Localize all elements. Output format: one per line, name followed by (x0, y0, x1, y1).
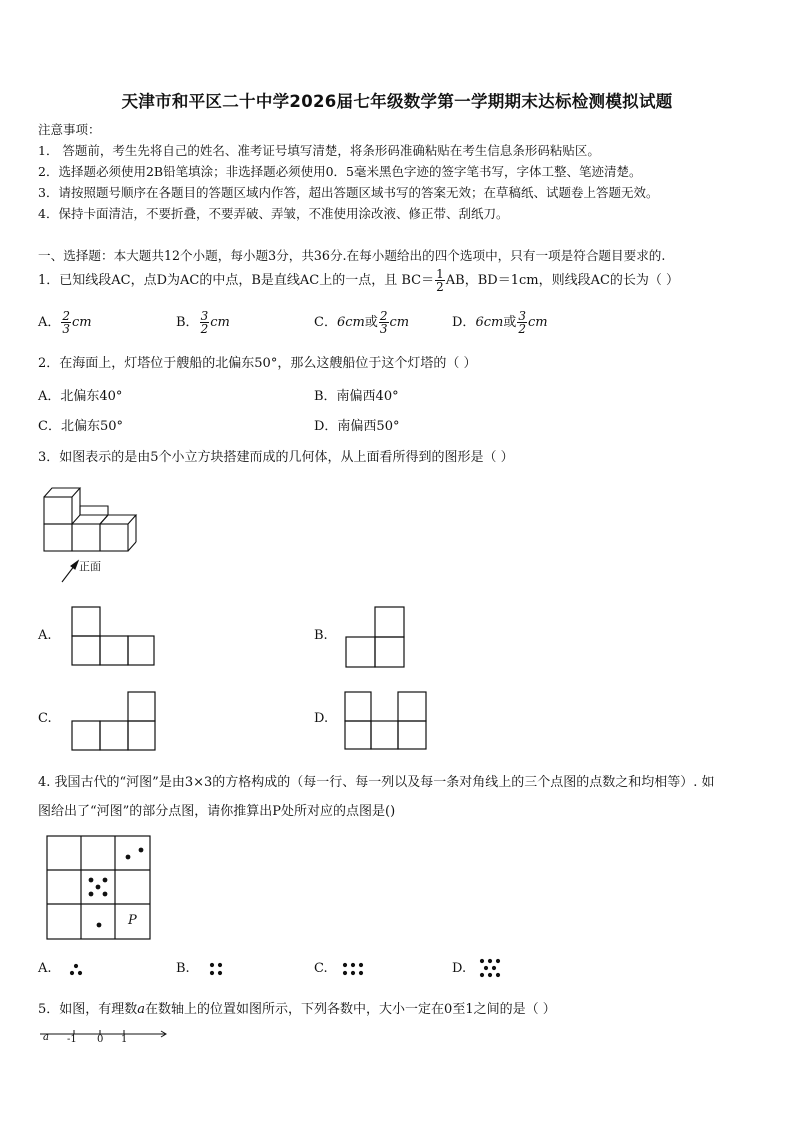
question-4-line-1: 4. 我国古代的“河图”是由3×3的方格构成的（每一行、每一列以及每一条对角线上的三个点图的点数之和均相等）. 如 (38, 775, 715, 790)
page-title: 天津市和平区二十中学2026届七年级数学第一学期期末达标检测模拟试题 (121, 92, 673, 111)
axis-label-neg1: -1 (67, 1034, 77, 1045)
q1-option-a[interactable]: A． $\frac{2}{3}$ cm (38, 309, 92, 336)
q2-option-b[interactable]: B．南偏西40° (314, 389, 399, 404)
q3-option-d-label[interactable]: D. (314, 711, 329, 726)
q2-option-a[interactable]: A．北偏东40° (38, 389, 123, 404)
q1-option-c[interactable]: C．6cm或 $\frac{2}{3}$ cm (314, 309, 410, 336)
q1-stem-a: 1．已知线段AC，点D为AC的中点，B是直线AC上的一点，且 BC＝ (38, 273, 435, 288)
q4-option-a-label[interactable]: A. (38, 961, 52, 976)
note-item-3: 3．请按照题号顺序在各题目的答题区域内作答，超出答题区域书写的答案无效；在草稿纸、试题卷上答题无效。 (38, 185, 659, 200)
axis-label-1: 1 (121, 1034, 128, 1045)
axis-label-0: 0 (97, 1034, 104, 1045)
notes-heading: 注意事项： (38, 122, 101, 137)
q3-option-a-label[interactable]: A. (38, 628, 52, 643)
q1-stem-b: AB，BD＝1cm，则线段AC的长为（ ） (445, 273, 680, 288)
q1-option-b[interactable]: B． $\frac{3}{2}$ cm (176, 309, 230, 336)
q2-option-d[interactable]: D．南偏西50° (314, 419, 400, 434)
section-heading: 一、选择题：本大题共12个小题，每小题3分，共36分.在每小题给出的四个选项中，只有一项是符合题目要求的. (38, 248, 666, 263)
q1-fraction: $\frac{1}{2}$ (436, 267, 444, 294)
question-3: 3．如图表示的是由5个小立方块搭建而成的几何体，从上面看所得到的图形是（ ） (38, 450, 514, 465)
q3-option-b-label[interactable]: B. (314, 628, 328, 643)
q3-option-c-label[interactable]: C. (38, 711, 52, 726)
q1-option-d[interactable]: D．6cm或 $\frac{3}{2}$ cm (452, 309, 548, 336)
note-item-1: 1． 答题前，考生先将自己的姓名、准考证号填写清楚，将条形码准确粘贴在考生信息条形码粘贴区。 (38, 143, 600, 158)
note-item-4: 4．保持卡面清洁，不要折叠，不要弄破、弄皱，不准使用涂改液、修正带、刮纸刀。 (38, 206, 509, 221)
q2-option-c[interactable]: C．北偏东50° (38, 419, 123, 434)
p-label: P (128, 913, 137, 928)
q4-option-c-label[interactable]: C. (314, 961, 328, 976)
note-item-2: 2．选择题必须使用2B铅笔填涂；非选择题必须使用0．5毫米黑色字迹的签字笔书写，字体工整、笔迹清楚。 (38, 164, 642, 179)
question-2: 2．在海面上，灯塔位于艘船的北偏东50°，那么这艘船位于这个灯塔的（ ） (38, 356, 477, 371)
axis-label-a: a (43, 1032, 49, 1043)
question-4-line-2: 图给出了“河图”的部分点图，请你推算出P处所对应的点图是() (38, 804, 396, 819)
q4-option-b-label[interactable]: B. (176, 961, 190, 976)
front-label: 正面 (79, 560, 101, 573)
q4-option-d-label[interactable]: D. (452, 961, 467, 976)
question-5: 5．如图，有理数a在数轴上的位置如图所示，下列各数中，大小一定在0至1之间的是（ ） (38, 1002, 556, 1017)
